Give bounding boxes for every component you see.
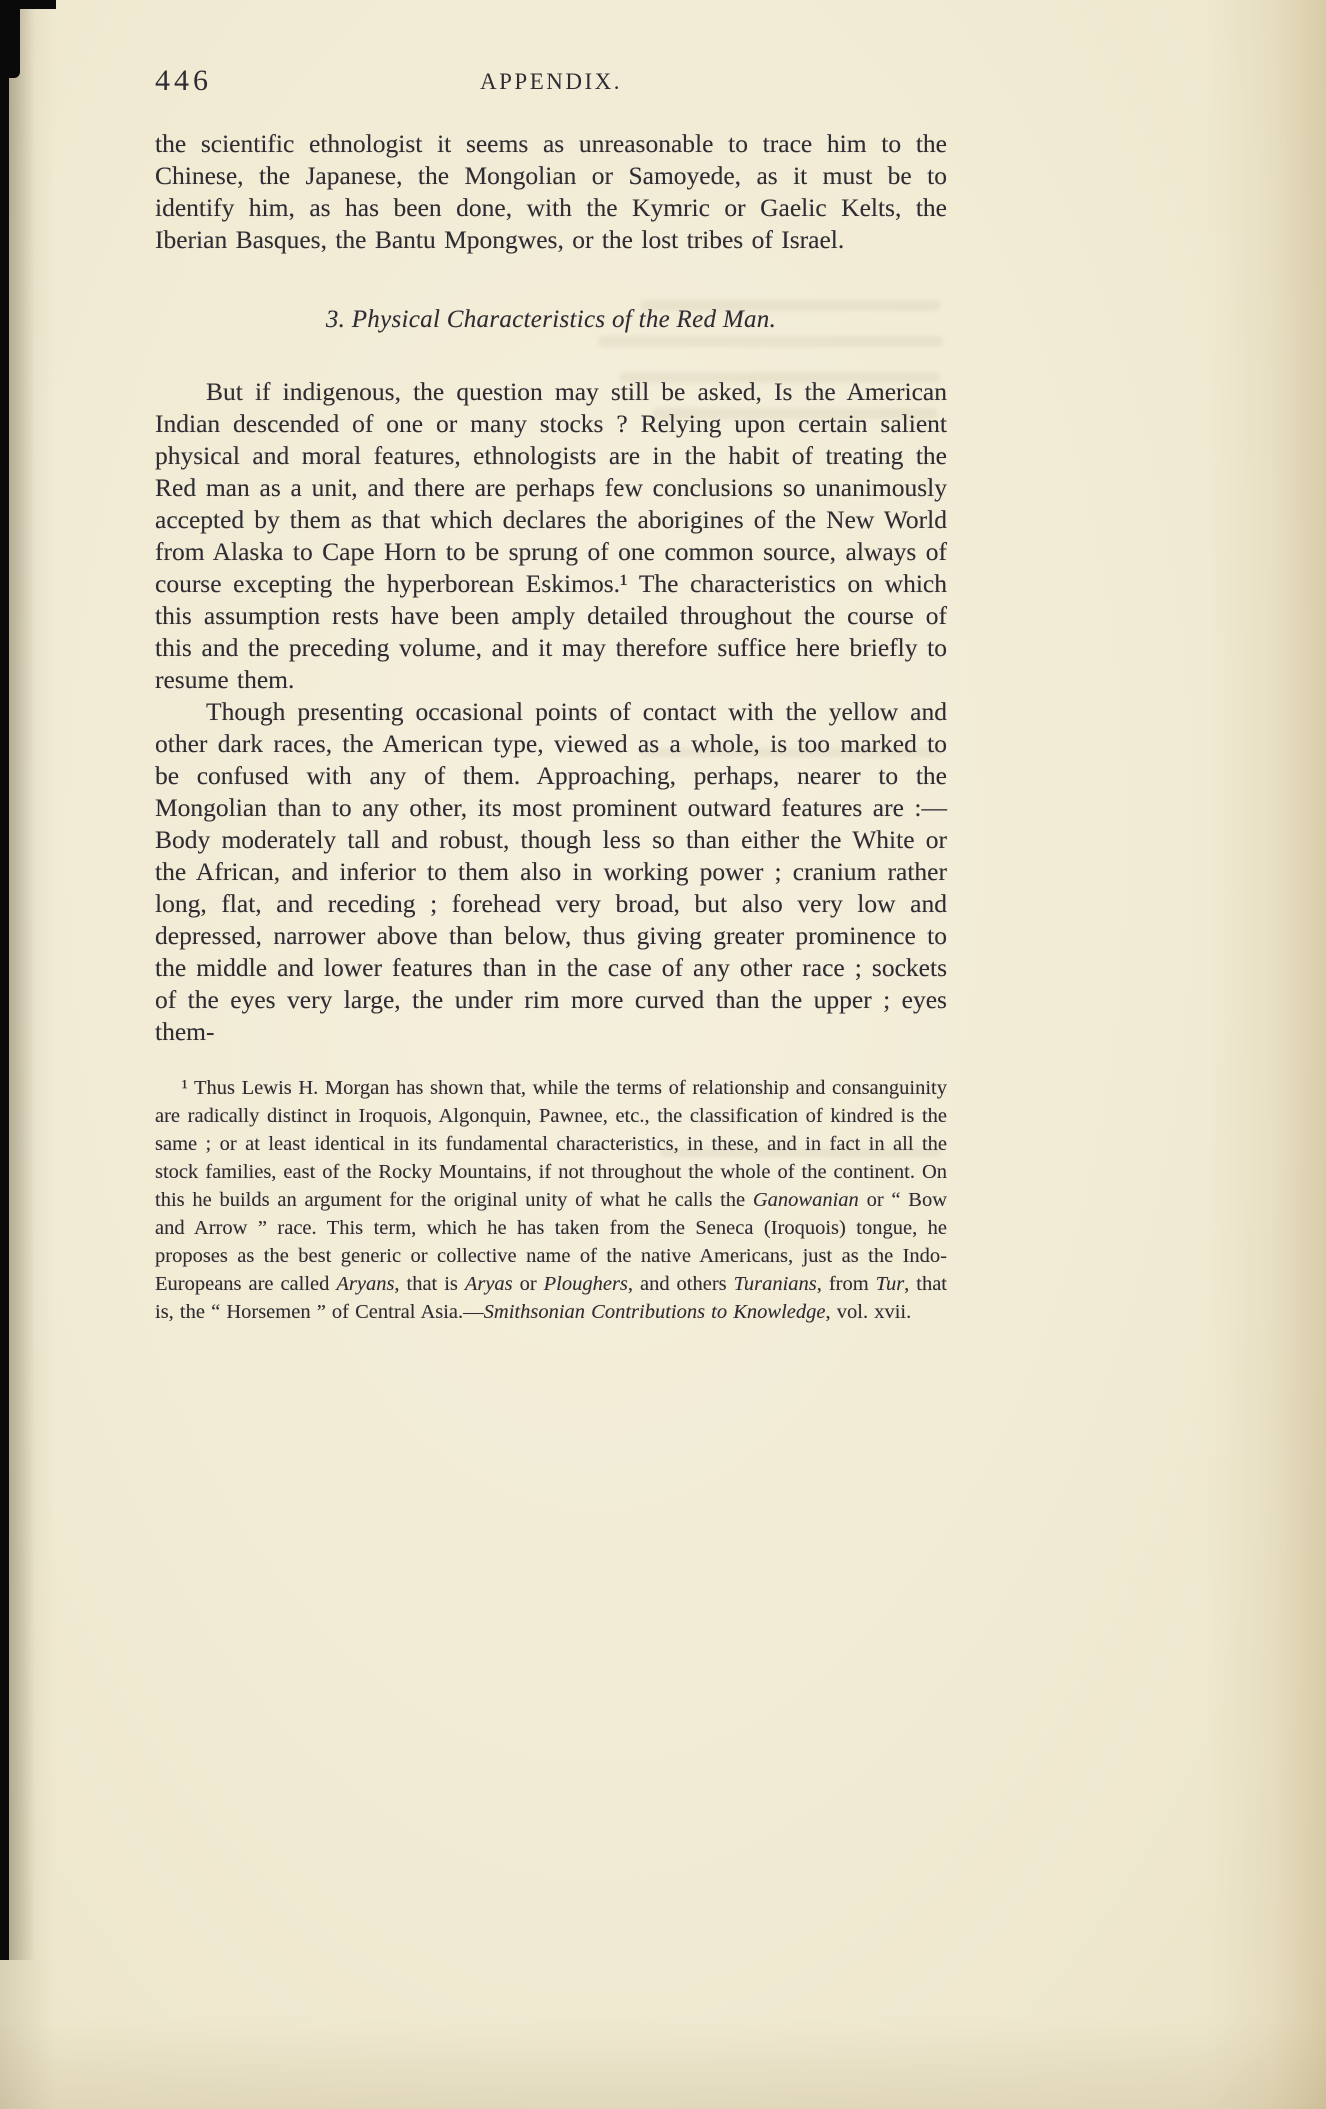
- footnote-text: , from: [816, 1273, 876, 1295]
- footnote-term-aryans: Aryans: [336, 1273, 395, 1295]
- footnote-text: or: [512, 1273, 544, 1295]
- scan-corner-top-left: [0, 0, 20, 78]
- footnote-term-ploughers: Ploughers: [543, 1273, 628, 1295]
- footnote-text: or “ Bow and Arrow ” race. This term, which he has taken from the Seneca (Iroquois) tongue, he proposes as the best generic or collective name of the native Americans, just as the Indo-Europeans are called: [155, 1189, 947, 1295]
- footnote-term-tur: Tur: [875, 1273, 905, 1295]
- paragraph-continuation: the scientific ethnologist it seems as unreasonable to trace him to the Chinese, the Japanese, the Mongolian or Samoyede, as it must be to identify him, as has been done, with the Kymric or Gaelic Kelts, the Iberian Basques, the Bantu Mpongwes, or the lost tribes of Israel.: [155, 129, 947, 254]
- footnote-term-aryas: Aryas: [464, 1273, 513, 1295]
- footnote-text: , that is: [394, 1273, 465, 1295]
- footnote-text: ¹ Thus Lewis H. Morgan has shown that, while the terms of relationship and consanguinity are radically distinct in Iroquois, Algonquin, Pawnee, etc., the classification of kindred is the same ; or at least identical in its fundamental characteristics, in these, and in fact in all the stock families, east of the Rocky Mountains, if not throughout the whole of the continent. On this he builds an argument for the original unity of what he calls the: [155, 1077, 947, 1211]
- section-heading: [155, 306, 947, 334]
- footnote-term-turanians: Turanians: [733, 1273, 817, 1295]
- footnote-text: , that is, the “ Horsemen ” of Central Asia.—: [155, 1273, 947, 1323]
- scan-edge-left: [0, 0, 9, 1960]
- page-header: [155, 64, 947, 102]
- running-head: APPENDIX.: [480, 69, 622, 94]
- footnote-citation: Smithsonian Contributions to Knowledge: [483, 1301, 826, 1323]
- page-number: 446: [155, 64, 212, 97]
- text-block: [155, 64, 947, 1347]
- footnote-term-ganowanian: Ganowanian: [752, 1189, 859, 1211]
- footnote-text: , vol. xvii.: [825, 1301, 912, 1323]
- paragraph-1: But if indigenous, the question may still be asked, Is the American Indian descended of one or many stocks ? Relying upon certain salient physical and moral features, ethnologists are in the habit of treating the Red man as a unit, and there are perhaps few conclusions so unanimously accepted by them as that which declares the aborigines of the New World from Alaska to Cape Horn to be sprung of one common source, always of course excepting the hyperborean Eskimos.¹ The characteristics on which this assumption rests have been amply detailed throughout the course of this and the preceding volume, and it may therefore suffice here briefly to resume them.: [155, 377, 947, 694]
- section-heading-text: 3. Physical Characteristics of the Red Man.: [325, 306, 777, 333]
- footnote: [155, 1074, 947, 1326]
- paragraph-2: Though presenting occasional points of contact with the yellow and other dark races, the American type, viewed as a whole, is too marked to be confused with any of them. Approaching, perhaps, nearer to the Mongolian than to any other, its most prominent outward features are :—Body moderately tall and robust, though less so than either the White or the African, and inferior to them also in working power ; cranium rather long, flat, and receding ; forehead very broad, but also very low and depressed, narrower above than below, thus giving greater prominence to the middle and lower features than in the case of any other race ; sockets of the eyes very large, the under rim more curved than the upper ; eyes them-: [155, 697, 947, 1046]
- footnote-text: , and others: [627, 1273, 734, 1295]
- scan-edge-left-shadow: [9, 0, 35, 1960]
- scan-edge-top: [0, 0, 56, 9]
